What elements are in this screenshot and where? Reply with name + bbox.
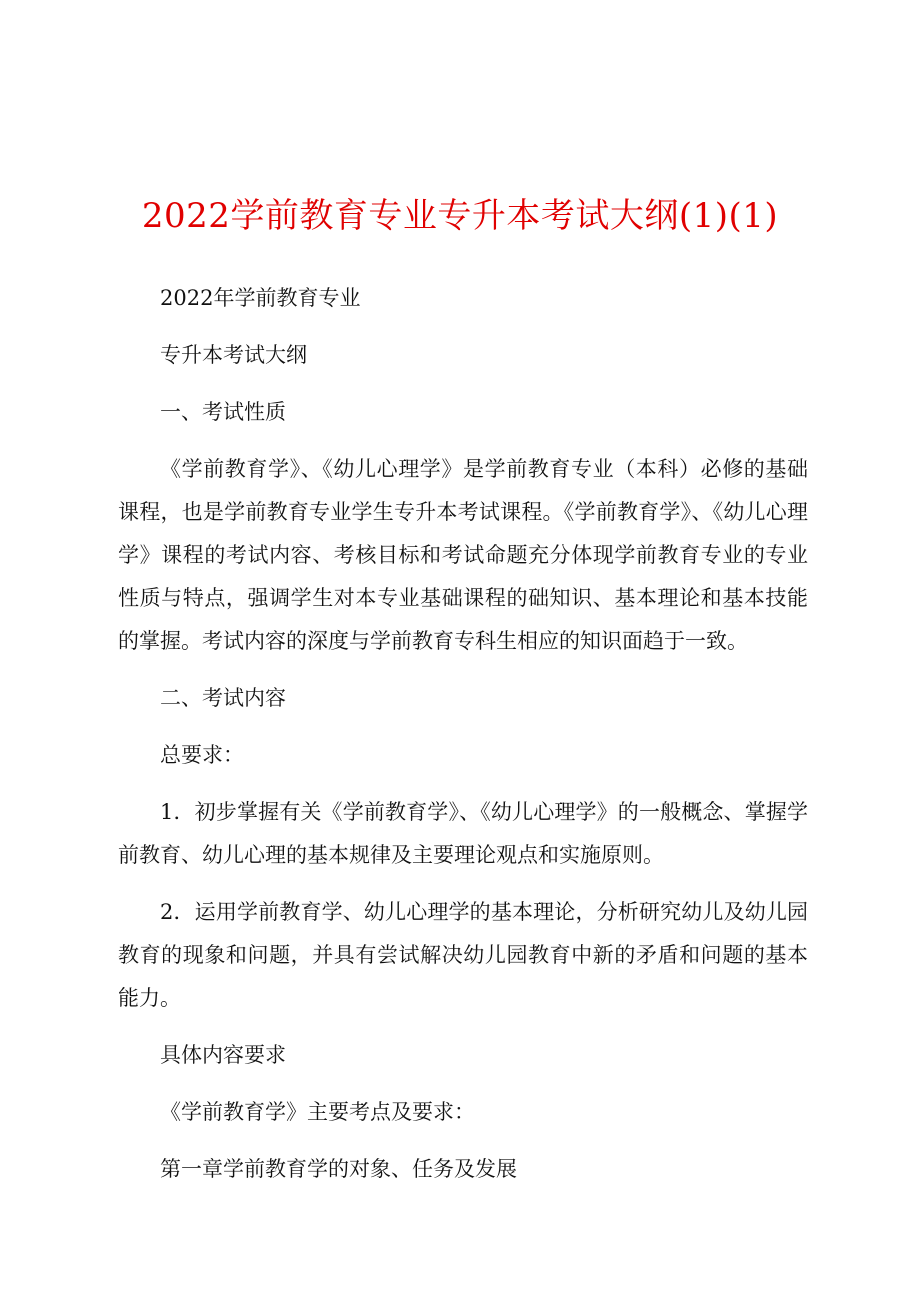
requirement-item-1: 1．初步掌握有关《学前教育学》、《幼儿心理学》的一般概念、掌握学前教育、幼儿心理的基本规律及主要理论观点和实施原则。 (118, 800, 808, 867)
chapter-heading-1: 第一章学前教育学的对象、任务及发展 (160, 1157, 517, 1181)
paragraph-outline-name: 专升本考试大纲 (160, 343, 307, 367)
section-heading-exam-nature: 一、考试性质 (160, 400, 286, 424)
paragraph-year-major: 2022年学前教育专业 (160, 286, 361, 310)
paragraph-course-points: 《学前教育学》主要考点及要求： (160, 1100, 475, 1124)
paragraph-specific-requirements: 具体内容要求 (160, 1043, 286, 1067)
paragraph-exam-nature: 《学前教育学》、《幼儿心理学》是学前教育专业（本科）必修的基础课程，也是学前教育专业学生专升本考试课程。《学前教育学》、《幼儿心理学》课程的考试内容、考核目标和考试命题充分体现学前教育专业的专业性质与特点，强调学生对本专业基础课程的础知识、基本理论和基本技能的掌握。考试内容的深度与学前教育专科生相应的知识面趋于一致。 (118, 457, 808, 653)
paragraph-general-requirements: 总要求： (160, 743, 244, 767)
requirement-item-2: 2．运用学前教育学、幼儿心理学的基本理论，分析研究幼儿及幼儿园教育的现象和问题，并具有尝试解决幼儿园教育中新的矛盾和问题的基本能力。 (118, 900, 808, 1010)
section-heading-exam-content: 二、考试内容 (160, 686, 286, 710)
document-body (118, 277, 808, 1191)
document-title: 2022学前教育专业专升本考试大纲(1)(1) (141, 196, 779, 236)
